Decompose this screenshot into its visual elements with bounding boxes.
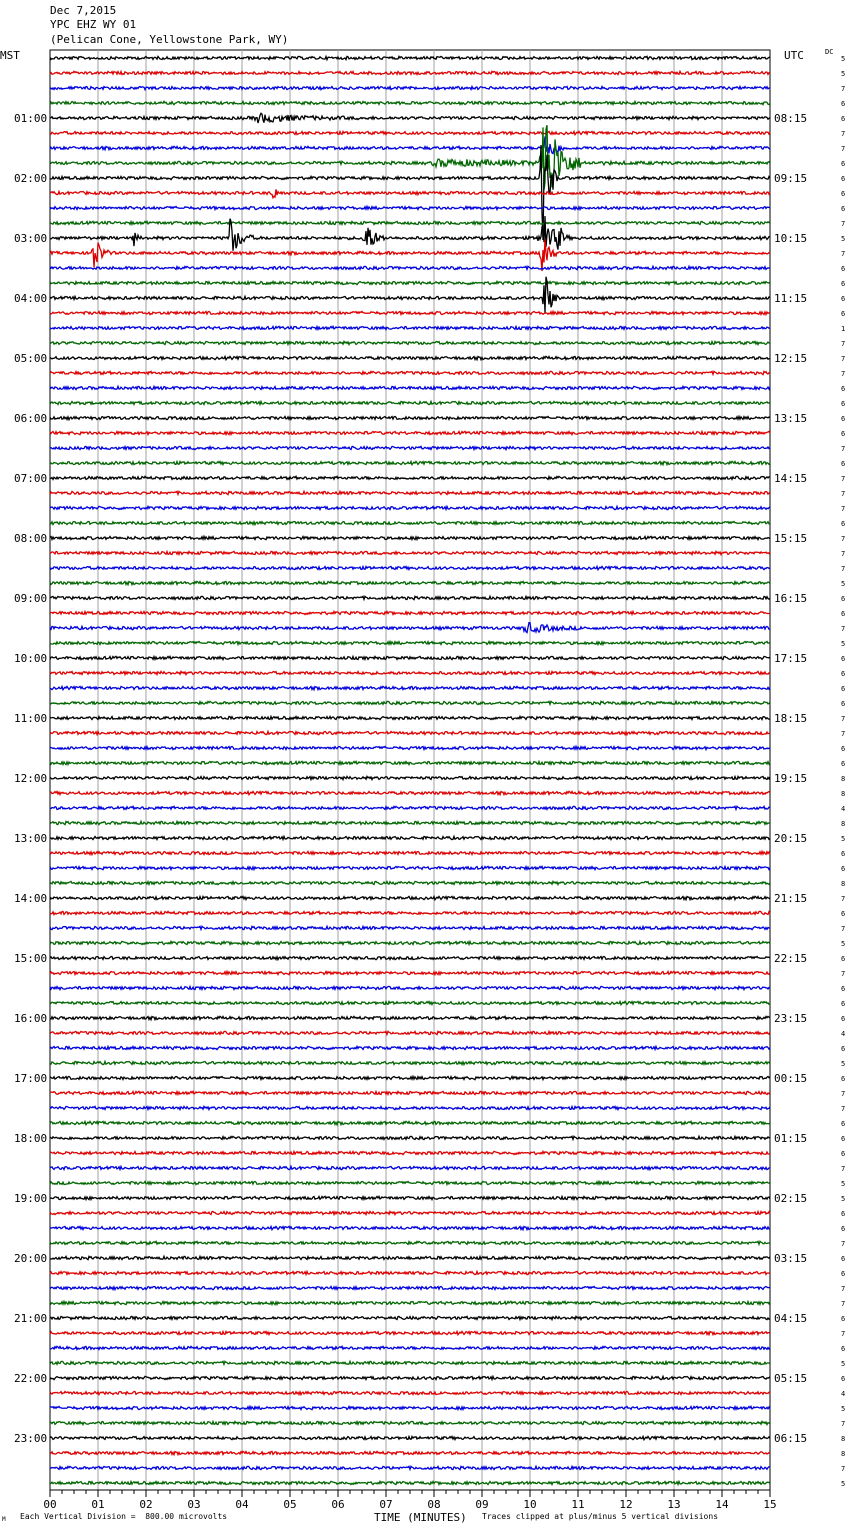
x-tick-label: 06 <box>331 1498 345 1511</box>
plot-date: Dec 7,2015 <box>50 4 117 17</box>
seismic-trace <box>50 1061 770 1064</box>
clip-note: Traces clipped at plus/minus 5 vertical divisions <box>482 1512 719 1521</box>
seismic-trace <box>50 656 770 659</box>
seismic-trace <box>50 1436 770 1439</box>
seismic-trace <box>50 371 770 374</box>
dc-offset-label: 7 <box>841 1105 846 1113</box>
dc-offset-label: 6 <box>841 1345 846 1353</box>
seismic-trace <box>50 1286 770 1289</box>
x-tick-label: 15 <box>763 1498 777 1511</box>
dc-offset-label: 4 <box>841 1030 846 1038</box>
dc-offset-label: 6 <box>841 205 846 213</box>
hour-label-utc: 18:15 <box>774 712 808 725</box>
hour-label-mst: 18:00 <box>14 1132 48 1145</box>
seismic-trace <box>50 1421 770 1424</box>
dc-offset-label: 6 <box>841 1255 846 1263</box>
seismic-trace <box>50 1211 770 1214</box>
x-tick-label: 03 <box>187 1498 201 1511</box>
seismic-trace <box>50 836 770 839</box>
seismic-trace <box>50 596 770 599</box>
seismic-trace <box>50 1136 770 1139</box>
dc-offset-label: 7 <box>841 1240 846 1248</box>
seismic-trace <box>50 551 770 554</box>
seismic-trace <box>50 206 770 209</box>
seismic-trace <box>50 566 770 569</box>
dc-offset-label: 7 <box>841 715 846 723</box>
seismic-trace <box>50 1181 770 1184</box>
dc-offset-label: 6 <box>841 955 846 963</box>
dc-offset-label: 6 <box>841 175 846 183</box>
seismic-trace <box>50 86 770 89</box>
seismic-trace <box>50 431 770 434</box>
seismic-trace <box>50 926 770 929</box>
seismic-trace <box>50 911 770 914</box>
x-tick-label: 14 <box>715 1498 729 1511</box>
seismic-trace <box>50 941 770 944</box>
seismic-trace <box>50 686 770 689</box>
dc-offset-label: 6 <box>841 1375 846 1383</box>
seismic-trace <box>50 401 770 404</box>
hour-label-utc: 06:15 <box>774 1432 808 1445</box>
seismic-trace <box>50 671 770 674</box>
seismic-trace <box>50 821 770 824</box>
seismic-trace <box>50 311 770 314</box>
station-code: YPC EHZ WY 01 <box>50 18 137 31</box>
seismic-trace <box>50 986 770 989</box>
dc-offset-label: 7 <box>841 970 846 978</box>
x-tick-label: 08 <box>427 1498 441 1511</box>
seismic-trace <box>50 896 770 899</box>
seismic-trace <box>50 701 770 704</box>
hour-label-utc: 04:15 <box>774 1312 808 1325</box>
hour-label-utc: 22:15 <box>774 952 808 965</box>
seismic-trace <box>50 776 770 779</box>
hour-label-mst: 12:00 <box>14 772 48 785</box>
dc-offset-label: 5 <box>841 580 846 588</box>
corner-mark: M <box>2 1516 6 1523</box>
seismic-trace <box>50 239 770 271</box>
dc-offset-label: 7 <box>841 625 846 633</box>
hour-label-utc: 14:15 <box>774 472 808 485</box>
dc-offset-label: 6 <box>841 1000 846 1008</box>
dc-offset-label: 4 <box>841 1390 846 1398</box>
dc-offset-label: 6 <box>841 460 846 468</box>
seismic-trace <box>50 1451 770 1454</box>
hour-label-utc: 13:15 <box>774 412 808 425</box>
hour-label-mst: 17:00 <box>14 1072 48 1085</box>
hour-label-utc: 08:15 <box>774 112 808 125</box>
seismic-trace <box>50 266 770 269</box>
seismic-trace <box>50 641 770 644</box>
dc-offset-label: 7 <box>841 505 846 513</box>
seismic-trace <box>50 71 770 74</box>
dc-offset-label: 6 <box>841 310 846 318</box>
hour-label-mst: 22:00 <box>14 1372 48 1385</box>
right-timezone-label: UTC <box>784 49 804 62</box>
x-tick-label: 01 <box>91 1498 105 1511</box>
x-tick-label: 10 <box>523 1498 537 1511</box>
seismic-trace <box>50 1241 770 1244</box>
seismic-trace <box>50 746 770 749</box>
dc-offset-label: 6 <box>841 190 846 198</box>
dc-offset-label: 6 <box>841 1210 846 1218</box>
dc-offset-label: 8 <box>841 790 846 798</box>
dc-offset-label: 6 <box>841 1015 846 1023</box>
dc-offset-label: 6 <box>841 415 846 423</box>
hour-label-utc: 03:15 <box>774 1252 808 1265</box>
seismic-trace <box>50 806 770 809</box>
hour-label-utc: 01:15 <box>774 1132 808 1145</box>
hour-label-utc: 02:15 <box>774 1192 808 1205</box>
seismic-trace <box>50 971 770 974</box>
dc-offset-label: 7 <box>841 355 846 363</box>
seismic-trace <box>50 221 770 224</box>
dc-offset-label: 7 <box>841 565 846 573</box>
seismic-trace <box>50 1256 770 1259</box>
dc-offset-label: 7 <box>841 220 846 228</box>
seismic-trace <box>50 536 770 539</box>
hour-label-utc: 23:15 <box>774 1012 808 1025</box>
dc-offset-label: 8 <box>841 1435 846 1443</box>
seismic-trace <box>50 1361 770 1364</box>
dc-offset-label: 6 <box>841 520 846 528</box>
dc-offset-label: 6 <box>841 160 846 168</box>
dc-offset-label: 6 <box>841 655 846 663</box>
dc-offset-label: 6 <box>841 745 846 753</box>
seismic-trace <box>50 461 770 464</box>
dc-offset-label: 6 <box>841 295 846 303</box>
dc-offset-label: 6 <box>841 1315 846 1323</box>
hour-label-utc: 21:15 <box>774 892 808 905</box>
hour-label-mst: 13:00 <box>14 832 48 845</box>
hour-label-mst: 19:00 <box>14 1192 48 1205</box>
seismic-trace <box>50 1391 770 1394</box>
dc-offset-label: 5 <box>841 640 846 648</box>
dc-offset-label: 1 <box>841 325 846 333</box>
hour-label-mst: 01:00 <box>14 112 48 125</box>
dc-offset-label: 6 <box>841 1225 846 1233</box>
hour-label-mst: 14:00 <box>14 892 48 905</box>
hour-label-utc: 20:15 <box>774 832 808 845</box>
hour-label-utc: 15:15 <box>774 532 808 545</box>
dc-offset-label: 6 <box>841 670 846 678</box>
dc-offset-label: 7 <box>841 925 846 933</box>
seismic-trace <box>50 506 770 509</box>
dc-offset-label: 5 <box>841 70 846 78</box>
hour-label-utc: 05:15 <box>774 1372 808 1385</box>
dc-offset-label: 7 <box>841 490 846 498</box>
dc-offset-label: 4 <box>841 805 846 813</box>
seismic-trace <box>50 1031 770 1034</box>
hour-label-mst: 20:00 <box>14 1252 48 1265</box>
dc-offset-label: 6 <box>841 400 846 408</box>
dc-offset-label: 7 <box>841 550 846 558</box>
seismic-trace <box>50 1226 770 1229</box>
seismic-trace <box>50 791 770 794</box>
dc-offset-label: 7 <box>841 1090 846 1098</box>
dc-offset-label: 6 <box>841 1120 846 1128</box>
dc-offset-label: 6 <box>841 850 846 858</box>
seismic-trace <box>50 521 770 524</box>
hour-label-mst: 11:00 <box>14 712 48 725</box>
x-tick-label: 05 <box>283 1498 297 1511</box>
hour-label-utc: 00:15 <box>774 1072 808 1085</box>
seismic-trace <box>50 326 770 329</box>
dc-offset-label: 7 <box>841 340 846 348</box>
dc-offset-label: 7 <box>841 145 846 153</box>
dc-offset-label: 6 <box>841 430 846 438</box>
hour-label-mst: 09:00 <box>14 592 48 605</box>
hour-label-mst: 15:00 <box>14 952 48 965</box>
dc-offset-label: 7 <box>841 445 846 453</box>
dc-offset-label: 6 <box>841 610 846 618</box>
dc-offset-label: 8 <box>841 820 846 828</box>
x-tick-label: 11 <box>571 1498 585 1511</box>
seismic-trace <box>50 1316 770 1319</box>
x-tick-label: 07 <box>379 1498 393 1511</box>
dc-offset-label: 7 <box>841 85 846 93</box>
hour-label-mst: 02:00 <box>14 172 48 185</box>
dc-offset-label: 8 <box>841 775 846 783</box>
dc-offset-label: 7 <box>841 1300 846 1308</box>
seismic-trace <box>50 866 770 869</box>
seismic-trace <box>50 731 770 734</box>
station-location: (Pelican Cone, Yellowstone Park, WY) <box>50 33 289 46</box>
x-tick-label: 12 <box>619 1498 633 1511</box>
dc-offset-label: 5 <box>841 55 846 63</box>
x-axis-label: TIME (MINUTES) <box>374 1511 467 1524</box>
seismic-trace <box>50 1166 770 1169</box>
dc-offset-label: 6 <box>841 385 846 393</box>
hour-label-utc: 11:15 <box>774 292 808 305</box>
dc-offset-label: 6 <box>841 1075 846 1083</box>
hour-label-utc: 12:15 <box>774 352 808 365</box>
dc-offset-label: 6 <box>841 910 846 918</box>
seismic-trace <box>50 1151 770 1154</box>
dc-offset-label: 6 <box>841 985 846 993</box>
hour-label-mst: 04:00 <box>14 292 48 305</box>
seismic-trace <box>50 956 770 959</box>
dc-offset-label: 6 <box>841 1150 846 1158</box>
dc-offset-label: 6 <box>841 115 846 123</box>
x-tick-label: 00 <box>43 1498 57 1511</box>
seismic-trace <box>50 716 770 719</box>
dc-offset-label: 7 <box>841 535 846 543</box>
hour-label-mst: 16:00 <box>14 1012 48 1025</box>
seismic-trace <box>50 1091 770 1094</box>
seismic-trace <box>50 113 770 123</box>
dc-offset-label: 7 <box>841 1465 846 1473</box>
dc-offset-label: 6 <box>841 595 846 603</box>
seismic-trace <box>50 761 770 764</box>
seismic-trace <box>50 881 770 884</box>
seismic-trace <box>50 386 770 389</box>
x-tick-label: 09 <box>475 1498 489 1511</box>
dc-offset-label: 7 <box>841 1165 846 1173</box>
dc-offset-label: 7 <box>841 475 846 483</box>
hour-label-utc: 10:15 <box>774 232 808 245</box>
seismic-trace <box>50 623 770 633</box>
hour-label-utc: 19:15 <box>774 772 808 785</box>
dc-offset-label: 5 <box>841 235 846 243</box>
dc-offset-label: 5 <box>841 1480 846 1488</box>
seismic-trace <box>50 1046 770 1049</box>
seismic-trace <box>50 476 770 479</box>
seismic-trace <box>50 446 770 449</box>
dc-offset-label: 8 <box>841 880 846 888</box>
seismic-trace <box>50 1406 770 1409</box>
dc-offset-label: 6 <box>841 1045 846 1053</box>
seismic-trace <box>50 281 770 284</box>
dc-offset-label: 5 <box>841 1180 846 1188</box>
hour-label-mst: 10:00 <box>14 652 48 665</box>
dc-offset-label: 8 <box>841 1450 846 1458</box>
hour-label-mst: 03:00 <box>14 232 48 245</box>
left-timezone-label: MST <box>0 49 20 62</box>
seismic-trace <box>50 101 770 104</box>
seismic-trace <box>50 1481 770 1484</box>
seismic-trace <box>50 1466 770 1469</box>
seismic-trace <box>50 1196 770 1199</box>
seismic-trace <box>50 125 770 190</box>
vertical-division-note: Each Vertical Division = 800.00 microvolts <box>20 1512 228 1521</box>
seismic-trace <box>50 131 770 134</box>
seismic-trace <box>50 216 770 251</box>
x-tick-label: 13 <box>667 1498 681 1511</box>
seismic-trace <box>50 341 770 344</box>
plot-frame <box>50 50 770 1490</box>
seismic-trace <box>50 491 770 494</box>
seismic-trace <box>50 1376 770 1379</box>
dc-offset-label: 6 <box>841 685 846 693</box>
seismic-trace <box>50 1121 770 1124</box>
seismic-trace <box>50 1076 770 1079</box>
hour-label-mst: 06:00 <box>14 412 48 425</box>
dc-offset-label: 6 <box>841 265 846 273</box>
seismic-trace <box>50 1106 770 1109</box>
dc-offset-label: 5 <box>841 835 846 843</box>
dc-offset-label: 6 <box>841 760 846 768</box>
dc-offset-label: 7 <box>841 250 846 258</box>
dc-offset-label: 7 <box>841 130 846 138</box>
dc-offset-label: 6 <box>841 700 846 708</box>
seismic-trace <box>50 136 770 153</box>
dc-offset-label: 5 <box>841 1405 846 1413</box>
seismic-trace <box>50 1346 770 1349</box>
hour-label-mst: 07:00 <box>14 472 48 485</box>
dc-offset-label: 7 <box>841 895 846 903</box>
seismic-trace <box>50 1301 770 1304</box>
dc-offset-label: 7 <box>841 1420 846 1428</box>
seismic-trace <box>50 1016 770 1019</box>
dc-offset-label: 7 <box>841 370 846 378</box>
seismic-trace <box>50 416 770 419</box>
hour-label-mst: 05:00 <box>14 352 48 365</box>
x-tick-label: 04 <box>235 1498 249 1511</box>
dc-offset-label: 6 <box>841 100 846 108</box>
dc-offset-label: 5 <box>841 1360 846 1368</box>
dc-offset-label: 6 <box>841 1270 846 1278</box>
dc-offset-header: DC <box>825 48 834 56</box>
dc-offset-label: 6 <box>841 280 846 288</box>
x-tick-label: 02 <box>139 1498 153 1511</box>
seismic-trace <box>50 1001 770 1004</box>
seismic-trace <box>50 356 770 359</box>
seismic-trace <box>50 56 770 59</box>
dc-offset-label: 6 <box>841 1135 846 1143</box>
hour-label-utc: 16:15 <box>774 592 808 605</box>
dc-offset-label: 6 <box>841 865 846 873</box>
dc-offset-label: 7 <box>841 1285 846 1293</box>
dc-offset-label: 5 <box>841 940 846 948</box>
dc-offset-label: 7 <box>841 730 846 738</box>
dc-offset-label: 5 <box>841 1060 846 1068</box>
seismic-trace <box>50 581 770 584</box>
hour-label-utc: 17:15 <box>774 652 808 665</box>
seismic-trace <box>50 851 770 854</box>
seismic-trace <box>50 611 770 614</box>
seismic-trace <box>50 1271 770 1274</box>
hour-label-mst: 23:00 <box>14 1432 48 1445</box>
hour-label-utc: 09:15 <box>774 172 808 185</box>
seismic-trace <box>50 189 770 197</box>
seismic-trace <box>50 1331 770 1334</box>
hour-label-mst: 21:00 <box>14 1312 48 1325</box>
hour-label-mst: 08:00 <box>14 532 48 545</box>
dc-offset-label: 7 <box>841 1330 846 1338</box>
dc-offset-label: 5 <box>841 1195 846 1203</box>
